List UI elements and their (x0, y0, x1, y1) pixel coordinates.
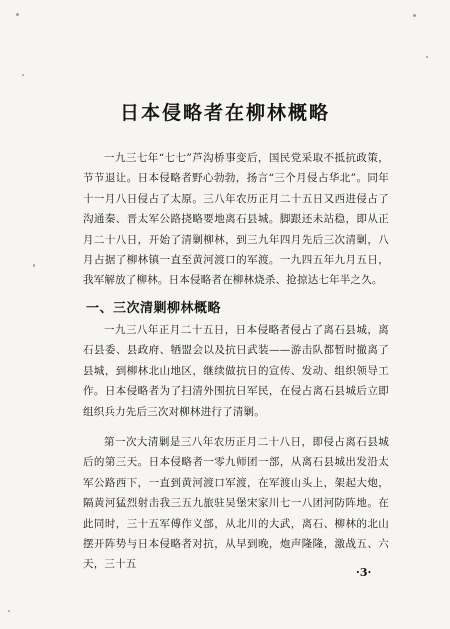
scan-speck (426, 56, 428, 58)
document-title: 日本侵略者在柳林概略 (119, 102, 330, 124)
scan-speck (22, 74, 24, 76)
page-number: ·3· (356, 566, 372, 579)
scan-speck (8, 610, 10, 612)
section-heading: 一、三次清剿柳林概略 (86, 301, 222, 316)
scan-speck (33, 264, 35, 267)
scan-speck (16, 13, 19, 16)
section-paragraph: 一九三八年正月二十五日，日本侵略者侵占了离石县城，离石县委、县政府、牺盟会以及抗日武装——游击队都暂时撤离了县城，到柳林北山地区，继续做抗日的宣传、发动、组织领导工作。日本侵略者为了扫清外围抗日军民，在侵占离石县城后立即组织兵力先后三次对柳林进行了清剿。 (83, 324, 389, 418)
scan-speck (413, 14, 416, 17)
intro-paragraph: 一九三七年“七七”芦沟桥事变后，国民党采取不抵抗政策，节节退让。日本侵略者野心勃勃，扬言“三个月侵占华北”。同年十一月八日侵占了太原。三八年农历正月二十五日又西进侵占了沟通秦、晋太军公路挠略要地离石县城。脚跟还未站稳，即从正月二十八日，开始了清剿柳林，到三九年四月先后三次清剿，八月占据了柳林镇一直至黄河渡口的军渡。一九四五年九月五日，我军解放了柳林。日本侵略者在柳林烧杀、抢掠达七年半之久。 (83, 152, 389, 287)
first-campaign-paragraph: 第一次大清剿是三八年农历正月二十八日，即侵占离石县城后的第三天。日本侵略者一零九师团一部，从离石县城出发沿太军公路西下，一直到黄河渡口军渡，在军渡山头上，架起大炮，隔黄河猛烈射击我三五九旅驻吴堡宋家川七一八团河防阵地。在此同时，三十五军傅作义部，从北川的大武，离石、柳林的北山摆开阵势与日本侵略者对抗，从早到晚，炮声隆隆，激战五、六天，三十五 (83, 436, 389, 571)
